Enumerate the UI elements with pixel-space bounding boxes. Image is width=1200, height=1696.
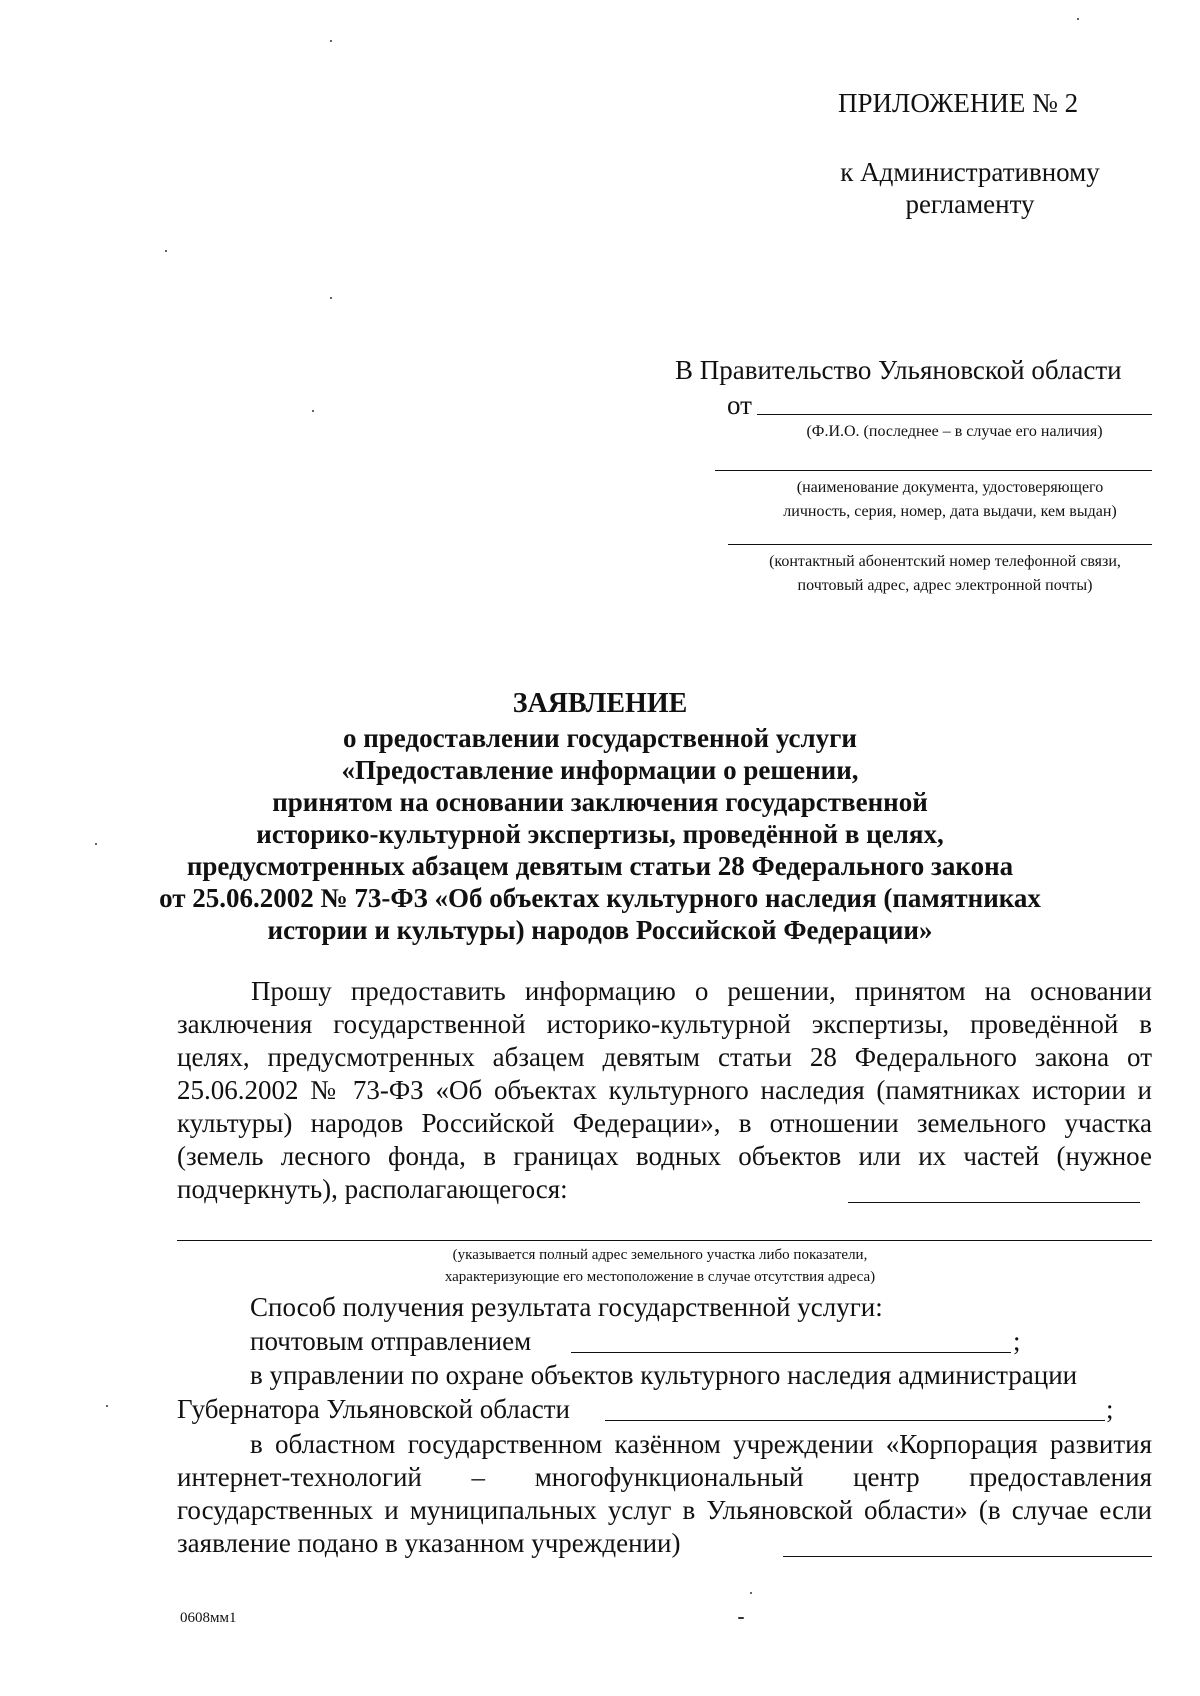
subtitle-line: от 25.06.2002 № 73-ФЗ «Об объектах культурного наследия (памятниках bbox=[159, 883, 1041, 913]
address-note bbox=[350, 1244, 970, 1288]
method-post-field[interactable] bbox=[571, 1352, 1011, 1353]
from-label: от bbox=[727, 390, 752, 420]
regulation-reference-line2: регламенту bbox=[905, 189, 1035, 219]
scan-speck bbox=[95, 843, 97, 845]
id-document-note bbox=[740, 476, 1160, 524]
plot-address-field-continued[interactable] bbox=[177, 1240, 1152, 1241]
subtitle-line: историко-культурной экспертизы, проведённой в целях, bbox=[256, 819, 944, 849]
scan-speck bbox=[312, 410, 314, 412]
method-post-label: почтовым отправлением bbox=[250, 1326, 532, 1356]
subtitle-line: предусмотренных абзацем девятым статьи 28 Федерального закона bbox=[186, 851, 1014, 881]
method-post-end: ; bbox=[1013, 1326, 1021, 1356]
regulation-reference-line1: к Административному bbox=[840, 157, 1100, 187]
request-text: Прошу предоставить информацию о решении, принятом на основании заключения государственной историко-культурной экспертизы, проведённой в целях, предусмотренных абзацем девятым статьи 28 Федерального закона от 25.06.2002 № 73-ФЗ «Об объектах культурного наследия (памятниках истории и культуры) народов Российской Федерации», в отношении земельного участка (земель лесного фонда, в границах водных объектов или их частей (нужное подчеркнуть), располагающегося: bbox=[177, 976, 1152, 1204]
method-mfc-paragraph bbox=[177, 1428, 1152, 1560]
method-admin-line2: Губернатора Ульяновской области bbox=[177, 1394, 571, 1424]
method-admin-field[interactable] bbox=[605, 1420, 1105, 1421]
scan-speck bbox=[330, 297, 332, 299]
contact-note-line2: почтовый адрес, адрес электронной почты) bbox=[797, 577, 1093, 594]
method-mfc-text: в областном государственном казённом учреждении «Корпорация развития интернет-технологий – многофункциональный центр предоставления государственных и муниципальных услуг в Ульяновской области» (в случае если заявление подано в указанном учреждении) bbox=[177, 1429, 1152, 1558]
addressee-to: В Правительство Ульяновской области bbox=[675, 355, 1122, 385]
subtitle-line: принятом на основании заключения государственной bbox=[272, 787, 928, 817]
document-heading: ЗАЯВЛЕНИЕ bbox=[512, 688, 688, 719]
request-paragraph bbox=[177, 975, 1152, 1206]
scan-speck bbox=[165, 250, 167, 252]
contact-note-line1: (контактный абонентский номер телефонной связи, bbox=[769, 553, 1121, 570]
id-document-note-line2: личность, серия, номер, дата выдачи, кем выдан) bbox=[783, 503, 1117, 520]
scan-speck bbox=[106, 1405, 108, 1407]
subtitle-line: «Предоставление информации о решении, bbox=[341, 755, 859, 785]
contact-field[interactable] bbox=[728, 544, 1152, 545]
appendix-label: ПРИЛОЖЕНИЕ № 2 bbox=[838, 88, 1079, 118]
id-document-note-line1: (наименование документа, удостоверяющего bbox=[796, 479, 1104, 496]
scan-speck bbox=[750, 1592, 752, 1594]
fio-note: (Ф.И.О. (последнее – в случае его наличия) bbox=[806, 423, 1103, 440]
address-note-line2: характеризующие его местоположение в случае отсутствия адреса) bbox=[444, 1269, 876, 1285]
scan-speck bbox=[1077, 18, 1079, 20]
document-subtitle bbox=[150, 722, 1050, 946]
method-mfc-field[interactable] bbox=[783, 1556, 1152, 1557]
subtitle-line: истории и культуры) народов Российской Федерации» bbox=[267, 915, 933, 945]
id-document-field[interactable] bbox=[715, 470, 1152, 471]
regulation-reference bbox=[820, 156, 1120, 220]
scan-speck bbox=[738, 1617, 744, 1619]
contact-note bbox=[730, 550, 1160, 598]
address-note-line1: (указывается полный адрес земельного участка либо показатели, bbox=[452, 1247, 868, 1263]
plot-address-field[interactable] bbox=[848, 1202, 1140, 1203]
method-admin-end: ; bbox=[1106, 1394, 1114, 1424]
scan-speck bbox=[330, 40, 332, 42]
method-heading: Способ получения результата государственной услуги: bbox=[250, 1292, 883, 1322]
method-admin-line1: в управлении по охране объектов культурного наследия администрации bbox=[250, 1360, 1078, 1390]
footer-code: 0608мм1 bbox=[180, 1610, 237, 1626]
subtitle-line: о предоставлении государственной услуги bbox=[342, 723, 857, 753]
fio-field[interactable] bbox=[757, 414, 1152, 415]
